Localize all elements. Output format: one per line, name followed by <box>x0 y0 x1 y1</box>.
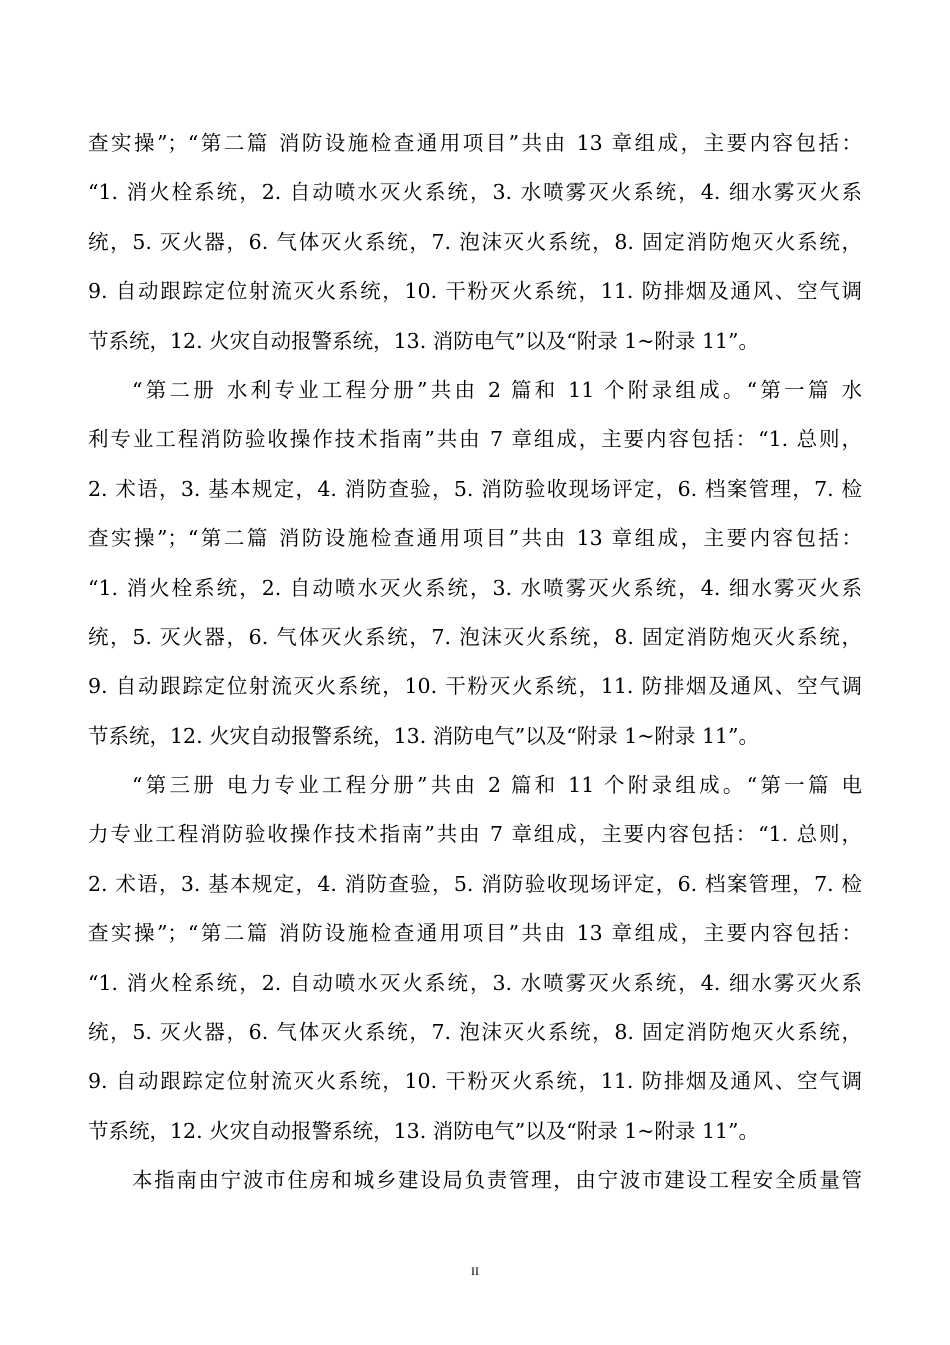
text-line: 节系统，12. 火灾自动报警系统，13. 消防电气”以及“附录 1~附录 11”。 <box>88 723 760 748</box>
text-line: 查实操”；“第二篇 消防设施检查通用项目”共由 13 章组成，主要内容包括： <box>88 131 862 155</box>
text-line: 9. 自动跟踪定位射流灭火系统，10. 干粉灭火系统，11. 防排烟及通风、空气调 <box>88 1069 862 1094</box>
text-line: “1. 消火栓系统，2. 自动喷水灭火系统，3. 水喷雾灭火系统，4. 细水雾灭火系 <box>88 970 862 995</box>
text-line: 本指南由宁波市住房和城乡建设局负责管理，由宁波市建设工程安全质量管 <box>132 1168 862 1193</box>
body-text <box>88 119 862 1206</box>
text-line: 统，5. 灭火器，6. 气体灭火系统，7. 泡沫灭火系统，8. 固定消防炮灭火系统， <box>88 624 862 649</box>
text-line: 查实操”；“第二篇 消防设施检查通用项目”共由 13 章组成，主要内容包括： <box>88 526 862 551</box>
text-line: “1. 消火栓系统，2. 自动喷水灭火系统，3. 水喷雾灭火系统，4. 细水雾灭火系 <box>88 575 862 600</box>
text-line: 利专业工程消防验收操作技术指南”共由 7 章组成，主要内容包括：“1. 总则， <box>88 427 862 452</box>
text-line: 9. 自动跟踪定位射流灭火系统，10. 干粉灭火系统，11. 防排烟及通风、空气调 <box>88 279 862 304</box>
text-line: 节系统，12. 火灾自动报警系统，13. 消防电气”以及“附录 1~附录 11”。 <box>88 1118 760 1143</box>
text-line: 力专业工程消防验收操作技术指南”共由 7 章组成，主要内容包括：“1. 总则， <box>88 822 862 847</box>
text-line: 统，5. 灭火器，6. 气体灭火系统，7. 泡沫灭火系统，8. 固定消防炮灭火系统， <box>88 229 862 254</box>
text-line: 统，5. 灭火器，6. 气体灭火系统，7. 泡沫灭火系统，8. 固定消防炮灭火系统， <box>88 1020 862 1045</box>
text-line: 9. 自动跟踪定位射流灭火系统，10. 干粉灭火系统，11. 防排烟及通风、空气调 <box>88 674 862 699</box>
page-number: II <box>471 1264 479 1278</box>
text-line: “第三册 电力专业工程分册”共由 2 篇和 11 个附录组成。“第一篇 电 <box>132 773 862 798</box>
text-line: 2. 术语，3. 基本规定，4. 消防查验，5. 消防验收现场评定，6. 档案管理，7. 检 <box>88 476 862 501</box>
text-line: “第二册 水利专业工程分册”共由 2 篇和 11 个附录组成。“第一篇 水 <box>132 377 862 402</box>
text-line: “1. 消火栓系统，2. 自动喷水灭火系统，3. 水喷雾灭火系统，4. 细水雾灭火系 <box>88 180 862 205</box>
text-line: 查实操”；“第二篇 消防设施检查通用项目”共由 13 章组成，主要内容包括： <box>88 921 862 946</box>
text-line: 节系统，12. 火灾自动报警系统，13. 消防电气”以及“附录 1~附录 11”。 <box>88 328 760 353</box>
text-line: 2. 术语，3. 基本规定，4. 消防查验，5. 消防验收现场评定，6. 档案管理，7. 检 <box>88 871 862 896</box>
